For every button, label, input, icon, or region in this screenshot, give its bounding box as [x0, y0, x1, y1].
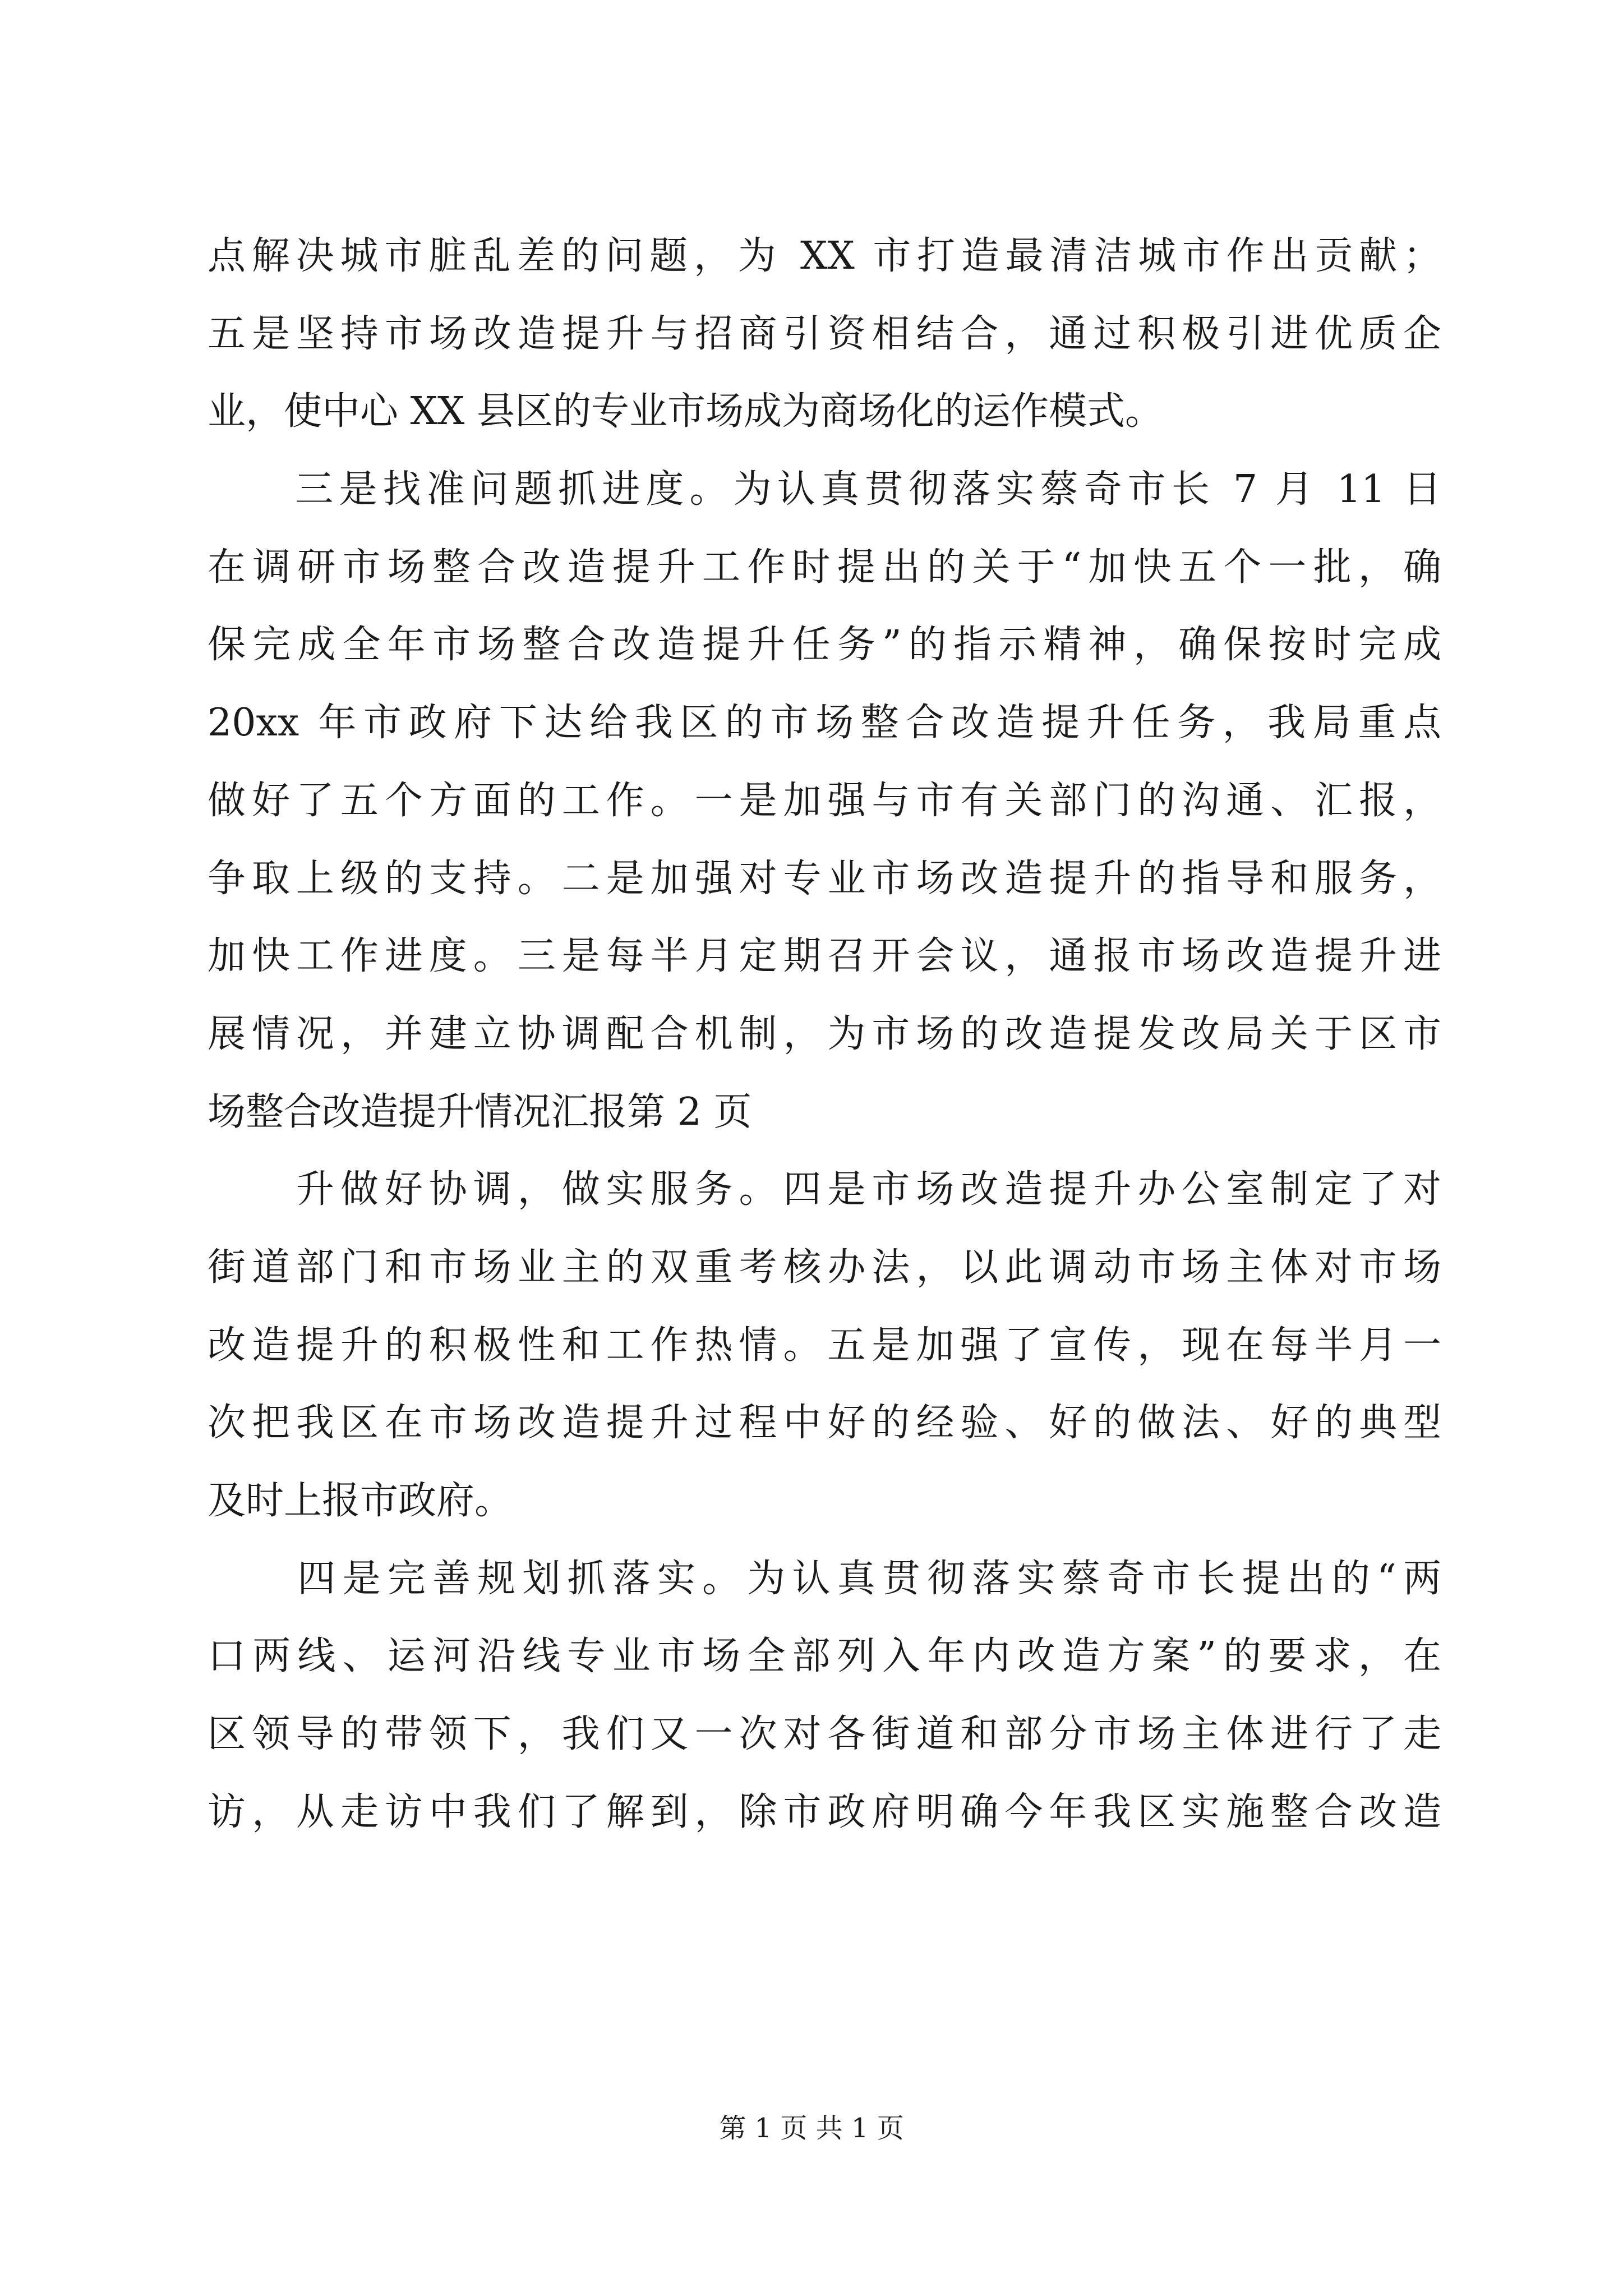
text-line: 保完成全年市场整合改造提升任务”的指示精神，确保按时完成 — [208, 623, 1441, 668]
text-line: 展情况，并建立协调配合机制，为市场的改造提发改局关于区市 — [208, 1011, 1441, 1056]
text-line: 争取上级的支持。二是加强对专业市场改造提升的指导和服务， — [208, 856, 1441, 901]
text-line: 五是坚持市场改造提升与招商引资相结合，通过积极引进优质企 — [208, 311, 1441, 356]
text-line: 点解决城市脏乱差的问题，为 XX 市打造最清洁城市作出贡献； — [208, 234, 1441, 278]
text-line: 次把我区在市场改造提升过程中好的经验、好的做法、好的典型 — [208, 1401, 1441, 1446]
text-line: 升做好协调，做实服务。四是市场改造提升办公室制定了对 — [208, 1167, 1441, 1212]
text-line: 业，使中心 XX 县区的专业市场成为商场化的运作模式。 — [208, 389, 1164, 434]
text-line: 加快工作进度。三是每半月定期召开会议，通报市场改造提升进 — [208, 934, 1441, 979]
body-text — [208, 218, 1441, 1851]
text-line: 口两线、运河沿线专业市场全部列入年内改造方案”的要求，在 — [208, 1634, 1441, 1679]
page-footer: 第 1 页 共 1 页 — [719, 2113, 904, 2144]
text-line: 改造提升的积极性和工作热情。五是加强了宣传，现在每半月一 — [208, 1323, 1441, 1368]
text-line: 做好了五个方面的工作。一是加强与市有关部门的沟通、汇报， — [208, 778, 1441, 823]
text-line: 及时上报市政府。 — [208, 1479, 513, 1523]
text-line: 街道部门和市场业主的双重考核办法，以此调动市场主体对市场 — [208, 1245, 1441, 1290]
text-line: 访，从走访中我们了解到，除市政府明确今年我区实施整合改造 — [208, 1789, 1441, 1834]
text-line: 三是找准问题抓进度。为认真贯彻落实蔡奇市长 7 月 11 日 — [208, 467, 1441, 512]
text-line: 20xx 年市政府下达给我区的市场整合改造提升任务，我局重点 — [208, 701, 1441, 746]
text-line: 四是完善规划抓落实。为认真贯彻落实蔡奇市长提出的“两 — [208, 1556, 1441, 1601]
text-line: 区领导的带领下，我们又一次对各街道和部分市场主体进行了走 — [208, 1712, 1441, 1757]
text-line: 在调研市场整合改造提升工作时提出的关于“加快五个一批，确 — [208, 545, 1441, 590]
text-line: 场整合改造提升情况汇报第 2 页 — [208, 1089, 752, 1134]
